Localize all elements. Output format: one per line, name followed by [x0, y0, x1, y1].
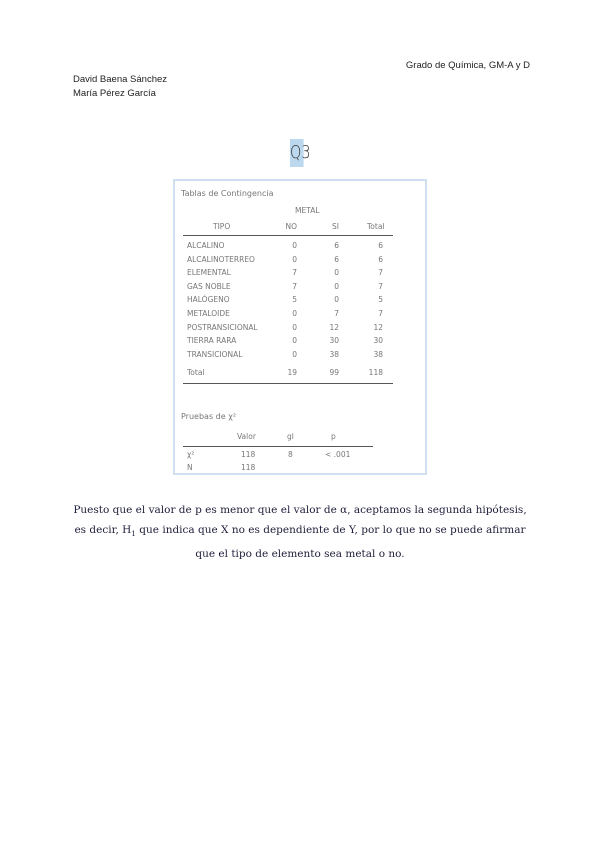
conclusion-line-2-suffix: que indica que X no es dependiente de Y, por lo que no se puede afirmar — [135, 524, 526, 536]
row-no: 0 — [292, 322, 297, 332]
row-tipo: METALOIDE — [187, 309, 230, 318]
row-no: 0 — [292, 309, 297, 318]
row-si: 0 — [334, 281, 339, 291]
col-header-no: NO — [285, 222, 297, 231]
chi-tests-title: Pruebas de χ² — [181, 412, 237, 421]
chi-value: 118 — [241, 450, 256, 459]
row-no: 19 — [287, 368, 297, 377]
header-divider — [183, 235, 393, 236]
row-tipo: TIERRA RARA — [187, 336, 237, 346]
row-si: 0 — [334, 268, 339, 278]
row-si: 0 — [334, 295, 339, 305]
table-row — [175, 282, 425, 294]
row-total: 6 — [378, 254, 383, 264]
chi-row-chi2 — [175, 450, 425, 462]
row-no: 0 — [292, 254, 297, 264]
row-si: 7 — [334, 309, 339, 318]
row-total: 6 — [378, 241, 383, 250]
contingency-header-row — [175, 222, 425, 234]
author-1: David Baena Sánchez — [73, 74, 168, 85]
chi-row-n — [175, 463, 425, 475]
col-header-tipo: TIPO — [213, 222, 231, 231]
row-si: 38 — [329, 349, 339, 359]
row-tipo: HALÓGENO — [187, 295, 230, 305]
n-value: 118 — [241, 463, 256, 472]
row-no: 5 — [292, 295, 297, 305]
row-no: 0 — [292, 336, 297, 346]
row-tipo: Total — [187, 368, 205, 377]
row-total: 5 — [378, 295, 383, 305]
row-no: 0 — [292, 241, 297, 250]
n-row-label: N — [187, 463, 193, 472]
hypothesis-subscript: 1 — [131, 529, 136, 539]
row-tipo: GAS NOBLE — [187, 281, 231, 291]
conclusion-line-2 — [60, 520, 540, 544]
table-row — [175, 350, 425, 362]
row-total: 118 — [368, 368, 383, 377]
course-header: Grado de Química, GM-A y D — [405, 60, 530, 71]
chi-header-divider — [183, 446, 373, 447]
metal-group-header: METAL — [295, 206, 320, 215]
row-si: 12 — [329, 322, 339, 332]
chi-col-valor: Valor — [237, 432, 256, 441]
conclusion-line-1: Puesto que el valor de p es menor que el valor de α, aceptamos la segunda hipótesis, — [73, 504, 527, 516]
row-total: 7 — [378, 309, 383, 318]
table-row — [175, 241, 425, 253]
total-divider — [183, 383, 393, 384]
chi-header-row — [175, 432, 425, 444]
table-row — [175, 323, 425, 335]
row-total: 12 — [373, 322, 383, 332]
total-row — [175, 368, 425, 380]
table-row — [175, 295, 425, 307]
chi-p: < .001 — [325, 450, 351, 459]
row-tipo: TRANSICIONAL — [187, 349, 243, 359]
row-no: 0 — [292, 349, 297, 359]
question-label: Q3 — [290, 139, 304, 167]
row-tipo: ALCALINO — [187, 241, 225, 250]
col-header-total: Total — [367, 222, 385, 231]
table-row — [175, 309, 425, 321]
conclusion-line-2-prefix: es decir, H — [74, 524, 132, 536]
col-header-si: SI — [332, 222, 339, 231]
row-no: 7 — [292, 268, 297, 278]
row-si: 30 — [329, 336, 339, 346]
row-total: 7 — [378, 268, 383, 278]
conclusion-line-3: que el tipo de elemento sea metal o no. — [195, 548, 405, 561]
table-row — [175, 255, 425, 267]
contingency-title: Tablas de Contingencia — [181, 189, 274, 198]
row-total: 38 — [373, 349, 383, 359]
row-si: 6 — [334, 241, 339, 250]
chi-gl: 8 — [288, 450, 293, 459]
table-row — [175, 268, 425, 280]
results-panel — [173, 179, 427, 475]
chi-col-gl: gl — [287, 432, 294, 441]
author-2: María Pérez García — [73, 88, 156, 99]
row-si: 6 — [334, 254, 339, 264]
authors-block — [73, 73, 167, 101]
row-tipo: ALCALINOTERREO — [187, 254, 255, 264]
row-si: 99 — [329, 368, 339, 377]
row-total: 30 — [373, 336, 383, 346]
row-tipo: POSTRANSICIONAL — [187, 322, 258, 332]
chi-row-label: χ² — [187, 450, 195, 459]
table-row — [175, 336, 425, 348]
row-total: 7 — [378, 281, 383, 291]
row-tipo: ELEMENTAL — [187, 268, 231, 278]
row-no: 7 — [292, 281, 297, 291]
conclusion-paragraph — [60, 500, 540, 564]
chi-col-p: p — [331, 432, 336, 441]
